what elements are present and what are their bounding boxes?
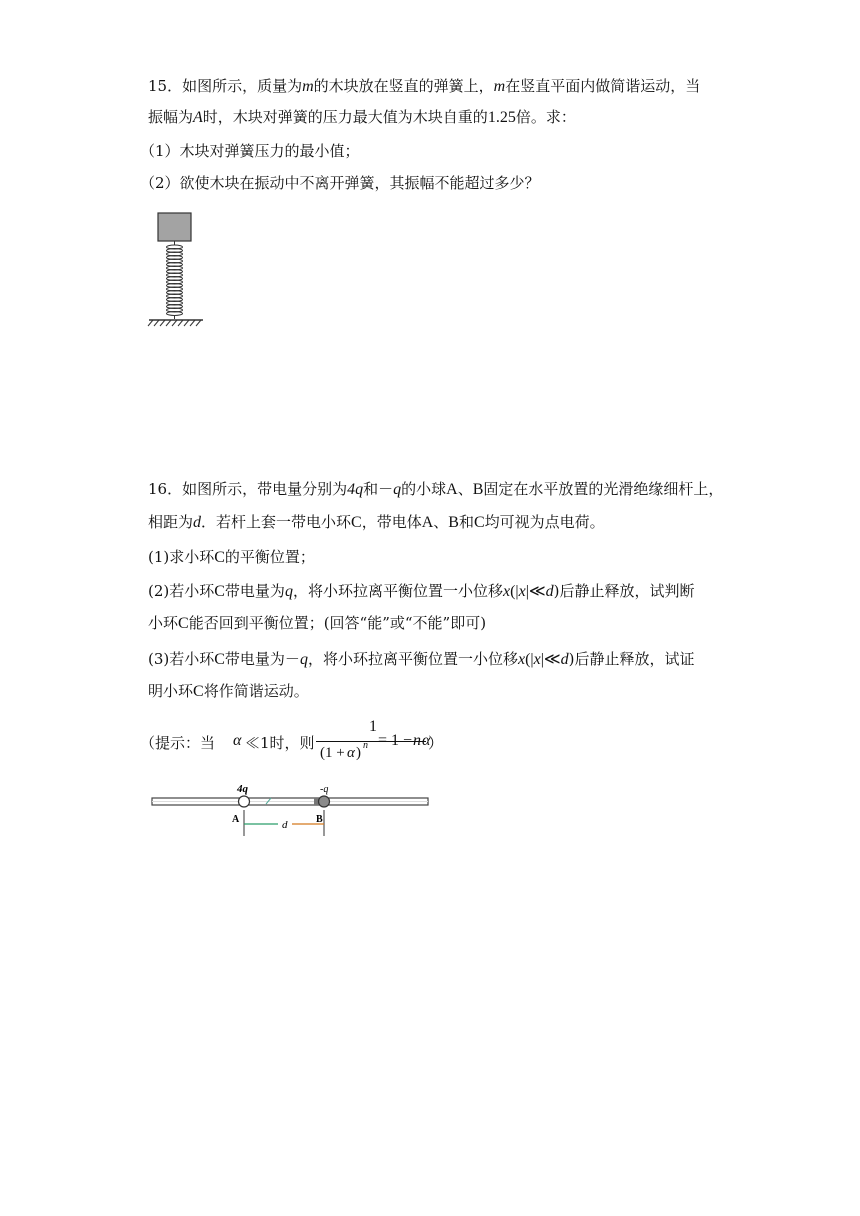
q16-part-3-line-1: (3)若小环C带电量为－q，将小环拉离平衡位置一小位移x(|x|≪d)后静止释放，试证: [148, 650, 695, 668]
distance-label: d: [282, 819, 288, 831]
charge-b-label: -q: [320, 784, 329, 795]
point-b-label: B: [316, 814, 323, 825]
q16-part-2-line-2: 小环C能否回到平衡位置；(回答“能”或“不能”即可): [148, 614, 487, 632]
q16-part-1: (1)求小环C的平衡位置；: [148, 548, 315, 566]
q15-sub-2: （2）欲使木块在振动中不离开弹簧，其振幅不能超过多少？: [140, 174, 540, 192]
q15-line-2: 振幅为A时，木块对弹簧的压力最大值为木块自重的1.25倍。求：: [148, 108, 576, 126]
spring-block-figure: [145, 210, 215, 330]
wooden-block: [158, 213, 191, 241]
rod-charges-figure: [148, 782, 438, 852]
q16-hint: （提示：当 α ≪1时，则 1 (1 + α ) n = 1 − n α ）: [140, 718, 444, 761]
q16-part-3-line-2: 明小环C将作简谐运动。: [148, 682, 309, 700]
point-a-label: A: [232, 814, 240, 825]
ball-b: [319, 796, 330, 807]
ground-hatch: [148, 320, 203, 326]
q15-sub-1: （1）木块对弹簧压力的最小值；: [140, 142, 360, 160]
q16-part-2-line-1: (2)若小环C带电量为q，将小环拉离平衡位置一小位移x(|x|≪d)后静止释放，试判断: [148, 582, 695, 600]
q16-line-2: 相距为d．若杆上套一带电小环C，带电体A、B和C均可视为点电荷。: [148, 513, 605, 531]
ball-a: [239, 796, 250, 807]
charge-a-label: 4q: [237, 783, 248, 795]
q16-line-1: 16．如图所示，带电量分别为4q和－q的小球A、B固定在水平放置的光滑绝缘细杆上，: [148, 480, 724, 498]
spring-coil: [167, 241, 183, 319]
q15-line-1: 15．如图所示，质量为m的木块放在竖直的弹簧上，m在竖直平面内做简谐运动，当: [148, 77, 701, 95]
